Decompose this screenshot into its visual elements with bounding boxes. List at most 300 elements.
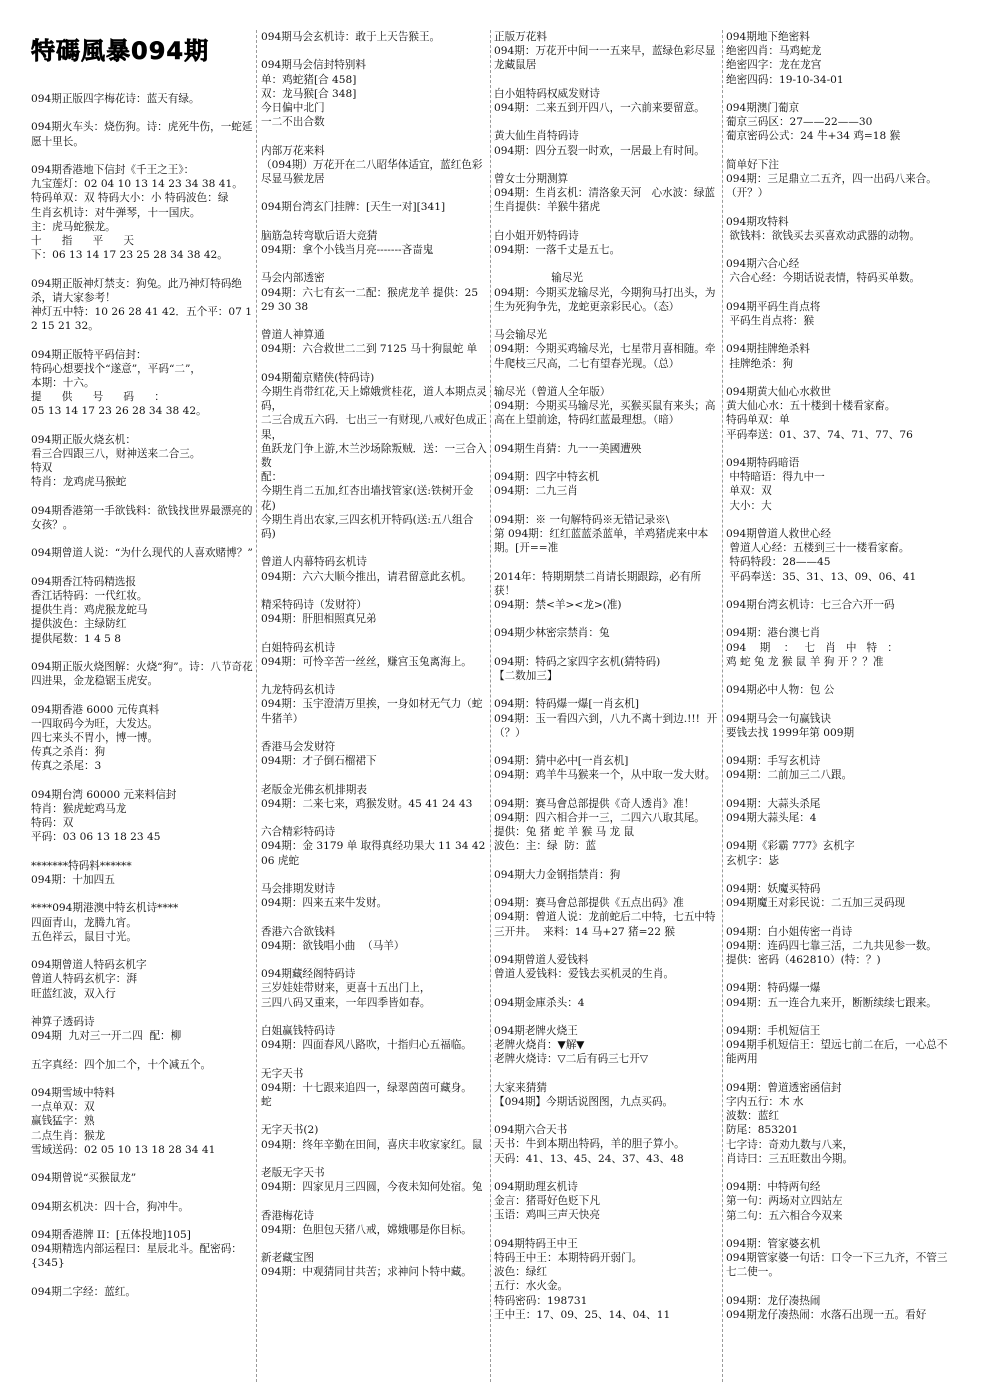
article-line: 三岁娃娃带财来，更喜十五出门上，	[261, 982, 431, 995]
article-line: 094期：金 3179 单 取得真经功果大 11 34 42 06 虎蛇	[261, 840, 489, 867]
article-line: 一四取码今为旺，大发达。	[31, 717, 159, 730]
article-heading: 香港马会发财符	[261, 740, 336, 753]
article-block	[494, 697, 720, 740]
column-divider	[722, 30, 723, 1382]
article-line: 波色：绿红	[494, 1266, 547, 1279]
article-line: 094期：四家见月三四圆，今夜未知何处宿。兔	[261, 1181, 483, 1194]
article-line: 平码奉送：01、37、74、71、77、76	[726, 428, 913, 441]
article-line: 单：鸡蛇猪[合 458]	[261, 73, 357, 86]
article-line: 094期：二九三肖	[494, 485, 578, 498]
article-line: 二三合成五六码．七出三一有财现,八戒好色成正果，	[261, 414, 487, 441]
article-line: 094期：肝胆相照真兄弟	[261, 613, 377, 626]
article-heading: 094期马会玄机诗：敢于上天告猴王。	[261, 31, 441, 43]
article-heading: 094期平码生肖点将	[726, 300, 821, 313]
column-3	[494, 30, 726, 1382]
article-heading: 老版金光佛玄机排期表	[261, 783, 367, 796]
article-line: 赢钱猛字：熟	[31, 1115, 95, 1128]
article-heading: 094期火车头：烧伤狗。诗：虎死牛伤，一蛇延愿十里长。	[31, 121, 253, 148]
article-block	[726, 215, 953, 243]
article-line: 传真之杀肖：狗	[31, 746, 106, 759]
article-block	[726, 754, 953, 782]
article-heading: 输尽光（曾道人全年版）	[494, 385, 611, 398]
article-block	[261, 1251, 488, 1279]
article-line: 七字诗：奇劝九数与八来，	[726, 1138, 854, 1151]
article-line: 094期：禁<羊><龙>(准)	[494, 598, 622, 611]
article-block	[31, 504, 253, 532]
article-line: 094期：今期买马输尽光，买猴买鼠有来头；高高在上望前途，特码红蓝最理想。（暗）	[494, 400, 716, 427]
article-block	[261, 740, 488, 768]
article-line: 配：	[261, 471, 283, 484]
article-line: 094期：四分五裂一时欢，一居最上有时间。	[494, 144, 705, 157]
article-block	[261, 598, 488, 626]
article-block	[31, 575, 253, 646]
article-line: 葡京三码区：27——22——30	[726, 116, 873, 129]
article-line: 094期：二来五到开四八，一六前来要留意。	[494, 102, 705, 114]
article-heading: *******特码料******	[31, 859, 132, 872]
article-line: 第 094期：红红蓝蓝杀蓝单，羊鸡猪虎来中本期。[开==准	[494, 527, 709, 555]
article-line: 094期：中观猜同甘共苦；求神问卜特中藏。	[261, 1266, 472, 1279]
article-heading: 094期：手写玄机诗	[726, 755, 821, 768]
article-heading: 白小姐特码权威发财诗	[494, 87, 600, 100]
article-line: 波色：主：绿 防：蓝	[494, 840, 597, 853]
article-line: 玄机字：毖	[726, 854, 779, 867]
article-heading: 094期曾道人说：“为什么现代的人喜欢赌博？”	[31, 547, 253, 560]
article-heading: 094期：曾道透密函信封	[726, 1081, 842, 1094]
article-heading: 大家来猜猜	[494, 1081, 547, 1094]
column-2	[261, 30, 488, 1382]
article-line: 提供：密码（462810）(特：？)	[726, 953, 881, 966]
article-line: 本期：十六。	[31, 377, 95, 389]
article-line: 特码：双	[31, 817, 74, 830]
article-block	[726, 1081, 953, 1166]
article-heading: 094期挂牌绝杀料	[726, 343, 810, 356]
article-heading: 094期雪域中特料	[31, 1086, 115, 1099]
article-line: 094期手机短信王：望远七前二在后，一心总不能两用	[726, 1039, 948, 1066]
article-heading: 曾道人内幕特码玄机诗	[261, 556, 367, 569]
article-heading: 六合精彩特码诗	[261, 826, 336, 839]
article-block	[261, 1209, 488, 1237]
article-line: 五色祥云，鼠目寸光。	[31, 930, 137, 943]
article-line: 特码王中王：本期特码开弱门。	[494, 1252, 643, 1265]
article-line: 曾道人心经：五楼到三十一楼看家畜。	[726, 542, 910, 555]
article-heading: 马会输尽光	[494, 329, 547, 342]
article-block	[726, 839, 953, 867]
article-heading: 094期曾说“买猴鼠龙”	[31, 1172, 137, 1185]
article-heading: 五字真经：四个加二个，十个减五个。	[31, 1058, 212, 1071]
article-line: 平码：03 06 13 18 23 45	[31, 831, 161, 844]
article-heading: 094期：中特两句经	[726, 1181, 821, 1194]
article-block	[31, 546, 253, 560]
article-heading: 094期曾道人爱钱料	[494, 953, 589, 966]
article-block	[726, 342, 953, 370]
article-line: 094期：五一连合九来开，断断续续七跟来。	[726, 996, 937, 1009]
article-heading: 094期老牌火烧王	[494, 1024, 578, 1037]
article-heading: ****094期港澳中特玄机诗****	[31, 902, 179, 915]
article-line: 曾道人特码玄机字：湃	[31, 973, 137, 986]
column-4	[726, 30, 953, 1382]
article-line: 今期生肖带红花,天上嫦娥赏桂花，道人本期点灵码，	[261, 385, 487, 413]
article-heading: 094期：港台澳七肖	[726, 627, 821, 640]
article-heading: 094期攻特料	[726, 215, 789, 228]
article-heading: 无字天书(2)	[261, 1124, 319, 1137]
article-line: 094期龙仔凑热闹：水落石出现一五。看好	[726, 1308, 927, 1321]
article-line: 雪域送码：02 05 10 13 18 28 34 41	[31, 1143, 216, 1156]
article-heading: 094期曾道人救世心经	[726, 527, 831, 540]
article-heading: 094期：※ 一句解特码※无错记录※\	[494, 513, 670, 526]
article-heading: 白姐特码玄机诗	[261, 641, 336, 654]
article-block	[726, 1237, 953, 1280]
article-line: 老牌火烧诗：▽二后有码三七开▽	[494, 1053, 649, 1066]
article-block	[31, 1228, 253, 1271]
article-heading: 094期：白小姐传密一肖诗	[726, 925, 853, 938]
article-heading: 094期地下绝密料	[726, 31, 810, 43]
article-line: 094期：四面春风八路吹，十指归心五福临。	[261, 1039, 472, 1052]
article-block	[494, 229, 720, 257]
article-heading: 094期金庫杀头：4	[494, 996, 585, 1009]
article-line: 平码生肖点将：猴	[726, 314, 815, 327]
article-line: 05 13 14 17 23 26 28 34 38 42。	[31, 405, 207, 418]
article-heading: 内部万花来料	[261, 144, 325, 157]
article-heading: 094期：特码之家四字玄机(猜特码)	[494, 655, 661, 668]
article-heading: 曾女士分期测算	[494, 172, 569, 185]
article-line: 二点生肖：猴龙	[31, 1129, 106, 1142]
article-heading: 094期正版火烧玄机：	[31, 433, 136, 446]
article-block	[261, 271, 488, 314]
article-heading: 无字天书	[261, 1067, 304, 1080]
article-line: 生肖玄机诗：对牛弹琴，十一国庆。	[31, 206, 201, 219]
article-line: 一二不出合数	[261, 116, 325, 129]
article-block	[261, 144, 488, 187]
article-heading: 094期：赛马會总部提供《五点出码》准	[494, 897, 684, 910]
article-line: 黄大仙心水：五十楼到十楼看家畜。	[726, 400, 896, 413]
article-block	[261, 1166, 488, 1194]
article-heading: 094期台湾玄机诗：七三合六开一码	[726, 598, 895, 611]
article-block	[261, 229, 488, 257]
article-block	[494, 626, 720, 640]
article-block	[494, 1237, 720, 1322]
article-block	[261, 925, 488, 953]
article-block	[726, 626, 953, 669]
article-heading: 094期：手机短信王	[726, 1024, 821, 1037]
article-heading: 094期正版神灯禁支：狗兔。此乃神灯特码绝杀，请大家参考！	[31, 277, 242, 304]
article-heading: 094期少林密宗禁肖：兔	[494, 627, 610, 640]
article-block	[726, 257, 953, 285]
article-heading: 094期香港牌 II：[五体投地]105]	[31, 1228, 191, 1241]
article-line: 提供：兔 猪 蛇 羊 猴 马 龙 鼠	[494, 826, 635, 839]
article-block	[31, 348, 253, 419]
article-block	[494, 1123, 720, 1166]
article-line: 094期：一落千丈是五七。	[494, 243, 621, 256]
article-line: 提供尾数：1 4 5 8	[31, 632, 122, 645]
article-line: 094期大蒜头尾：4	[726, 811, 817, 824]
article-heading: 094期二字经：蓝红。	[31, 1285, 136, 1298]
article-line: 十 指 平 天	[31, 235, 134, 247]
article-line: 094期：欲钱唱小曲 （马羊）	[261, 939, 405, 952]
article-line: 094期：今期买鸡输尽光，七星带月喜相随。牵牛爬枝三尺高，二七有望春光现。（总）	[494, 343, 716, 370]
article-block	[261, 683, 488, 726]
article-line: 王中王：17、09、25、14、04、11	[494, 1308, 671, 1321]
article-line: 特码密码：198731	[494, 1294, 588, 1307]
article-block	[726, 797, 953, 825]
article-block	[726, 683, 953, 697]
article-heading: 老版无字天书	[261, 1166, 325, 1179]
article-block	[726, 30, 953, 87]
article-block	[494, 1081, 720, 1109]
article-block	[31, 1015, 253, 1043]
article-line: 香江话特码：一代红妆。	[31, 589, 148, 602]
article-line: 绝密四肖：马鸡蛇龙	[726, 45, 822, 58]
article-line: 葡京密码公式：24 牛+34 鸡=18 猴	[726, 130, 901, 143]
article-heading: 094期《彩霸 777》玄机字	[726, 840, 855, 853]
article-line: 第一句：两场对立四站左	[726, 1195, 843, 1208]
article-heading: 094期：四字中特玄机	[494, 471, 599, 484]
article-line: 防尾：853201	[726, 1124, 799, 1137]
article-line: 大小：大	[726, 499, 772, 512]
article-block	[726, 981, 953, 1009]
article-line: 094期管家婆一句话：口令一下三九齐，不管三七二使一。	[726, 1252, 948, 1279]
article-block	[261, 783, 488, 811]
article-line: 094期：玉宇澄清万里挨，一身如材无气力（蛇牛猪羊）	[261, 698, 483, 725]
article-line: 天书：牛到本期出特码，羊的胆子算小。	[494, 1138, 685, 1151]
article-line: 094期：万花开中间一一五来早，蓝绿色彩尽显龙藏鼠居	[494, 45, 716, 72]
article-line: 绝密四字：龙在龙宫	[726, 59, 822, 72]
article-line: 今期生肖出农家,三四玄机开特码(送:五八组合码)	[261, 513, 474, 540]
article-heading: 094期特码王中王	[494, 1237, 578, 1250]
article-heading: 094期六合天书	[494, 1124, 568, 1137]
article-line: 五行：水火金。	[494, 1280, 569, 1293]
article-block	[726, 925, 953, 968]
article-block	[494, 953, 720, 981]
article-line: 鸡 蛇 兔 龙 猴 鼠 羊 狗 开 ？？准	[726, 655, 884, 668]
article-heading: 094期台湾玄门挂牌：[天生一对][341]	[261, 201, 446, 214]
article-heading: 094期玄机决：四十合，狗冲牛。	[31, 1200, 189, 1213]
article-line: 【094期】今期话说图图，九点买码。	[494, 1095, 674, 1108]
article-heading: 094期：大蒜头杀尾	[726, 797, 821, 810]
article-line: 094期：四六相合并一三，二四六八取其尾。	[494, 811, 705, 824]
article-block	[31, 901, 253, 944]
article-heading: 094期六合心经	[726, 258, 800, 271]
article-heading: 094期藏经阁特码诗	[261, 968, 356, 981]
article-line: 094期：十加四五	[31, 873, 115, 886]
article-block	[726, 1180, 953, 1223]
article-heading: 094期生肖猜：九一一美國遭殃	[494, 442, 642, 455]
article-block	[261, 555, 488, 583]
article-block	[31, 120, 253, 148]
article-block	[261, 200, 488, 214]
article-heading: 094期：特码爆一爆[一肖玄机]	[494, 698, 640, 711]
article-line: 094期：生肖玄机：清洛象天河 心水波：绿蓝 生肖提供：羊猴牛猪虎	[494, 187, 726, 214]
article-line: 094 期 ： 七 肖 中 特 ：	[726, 641, 898, 654]
article-line: 特肖：龙鸡虎马猴蛇	[31, 476, 127, 489]
article-heading: 白姐赢钱特码诗	[261, 1024, 336, 1037]
article-heading: 马会排期发财诗	[261, 882, 336, 895]
article-line: 九宝莲灯：02 04 10 13 14 23 34 38 41。	[31, 178, 243, 191]
article-heading: 输尽光	[494, 272, 584, 285]
article-block	[726, 598, 953, 612]
article-block	[726, 712, 953, 740]
article-line: 鱼跃龙门争上游,木兰沙场除叛贼．送：一三合入数	[261, 442, 487, 469]
article-line: 三四八码又重来，一年四季皆如春。	[261, 996, 431, 1009]
article-line: 单双：双	[726, 485, 772, 498]
article-heading: 094期：管家婆玄机	[726, 1237, 821, 1250]
article-line: 今期生肖二五加,红杏出墙找管家(送:铁树开金花)	[261, 485, 474, 512]
article-heading: 094期：龙仔凑热闹	[726, 1294, 821, 1307]
article-line: 094期：六六大顺今推出，请君留意此玄机。	[261, 570, 472, 583]
article-heading: 094期澳门葡京	[726, 102, 800, 114]
article-block	[494, 129, 720, 157]
article-block	[261, 967, 488, 1010]
article-line: 特码心想要找个“遂意”，平码“二”，	[31, 362, 201, 375]
article-line: 特双	[31, 462, 53, 475]
article-line: 特码单双：双 特码大小：小 特码波色：绿	[31, 192, 229, 205]
article-line: 看三合四跟三八，财神送来二合三。	[31, 448, 201, 460]
article-block	[261, 641, 488, 669]
article-block	[494, 271, 720, 314]
article-block	[31, 1200, 253, 1214]
article-block	[261, 58, 488, 129]
article-heading: 094期马会信封特别料	[261, 59, 366, 72]
article-line: 绝密四码：19-10-34-01	[726, 73, 844, 86]
article-line: 玉语：鸡叫三声天快亮	[494, 1209, 600, 1222]
article-line: 094期：六七有玄一二配：猴虎龙羊 提供：25 29 30 38	[261, 286, 482, 313]
article-block	[494, 87, 720, 115]
article-block	[31, 277, 253, 334]
article-heading: 094期大力金钢指禁肖：狗	[494, 868, 621, 881]
article-block	[726, 456, 953, 513]
article-line: 094期：二前加三二八跟。	[726, 769, 853, 782]
article-block	[31, 92, 253, 106]
article-heading: 094期台湾 60000 元来料信封	[31, 788, 177, 801]
article-block	[261, 1024, 488, 1052]
article-line: 094期：四来五来牛发财。	[261, 897, 388, 910]
article-line: 特肖：猴虎蛇鸡马龙	[31, 802, 127, 815]
article-block	[261, 30, 488, 44]
article-block	[494, 996, 720, 1010]
article-block	[261, 371, 488, 541]
article-heading: 094期正版火烧图解：火烧“狗”。诗：八节奇花四进果，金龙稳锯玉虎安。	[31, 660, 253, 688]
article-block	[31, 433, 253, 490]
article-line: 094期 九对三一开二四 配：柳	[31, 1030, 182, 1043]
article-line: 下：06 13 14 17 23 25 28 34 38 42。	[31, 249, 228, 262]
article-heading: 香港六合欲钱料	[261, 925, 336, 938]
article-heading: 黄大仙生肖特码诗	[494, 130, 579, 143]
article-block	[31, 1285, 253, 1299]
article-line: 传真之杀尾：3	[31, 760, 102, 773]
article-line: 金言：猪哥好色贬下凡	[494, 1195, 600, 1208]
article-heading: 094期特码暗语	[726, 456, 800, 469]
article-line: 094期：才子倒石榴裙下	[261, 755, 377, 768]
article-block	[31, 1086, 253, 1157]
article-line: 双：龙马猴[合 348]	[261, 87, 357, 100]
article-heading: 094期必中人物：包 公	[726, 684, 835, 697]
article-block	[494, 1180, 720, 1223]
article-block	[31, 163, 253, 262]
article-block	[726, 158, 953, 201]
article-block	[494, 470, 720, 498]
article-heading: 094期曾道人特码玄机字	[31, 959, 147, 972]
article-block	[494, 570, 720, 613]
article-line: 神灯五中特：10 26 28 41 42．五个平：07 12 15 21 32。	[31, 306, 252, 333]
article-line: 欲钱料：欲钱买去买喜欢动武器的动物。	[726, 229, 921, 242]
article-line: 平码奉送：35、31、13、09、06、41	[726, 570, 917, 583]
article-heading: 094期葡京赌侠(特码诗)	[261, 371, 375, 384]
article-heading: 马会内部透密	[261, 272, 325, 285]
article-block	[261, 1123, 488, 1151]
article-heading: 2014年：特期期禁二肖请长期跟踪，必有所获！	[494, 570, 702, 597]
page-title: 特碼風暴094期	[31, 37, 210, 65]
article-block	[726, 882, 953, 910]
article-heading: 094期：特码爆一爆	[726, 982, 821, 995]
article-line: 要钱去找 1999年第 009期	[726, 726, 855, 739]
article-block	[31, 958, 253, 1001]
column-divider	[256, 30, 257, 1382]
article-line: 挂牌绝杀：狗	[726, 357, 793, 370]
article-heading: 094期助理玄机诗	[494, 1181, 578, 1194]
article-line: 天码：41、13、45、24、37、43、48	[494, 1152, 684, 1165]
article-line: 提 供 号 码 ：	[31, 391, 165, 404]
article-line: 四面青山，龙腾九宵。	[31, 916, 137, 929]
article-line: 特码单双：单	[726, 414, 790, 427]
article-block	[726, 101, 953, 144]
article-line: 今日偏中北门	[261, 102, 325, 114]
article-block	[494, 896, 720, 939]
article-block	[31, 788, 253, 845]
article-block	[494, 442, 720, 456]
article-heading: 094期正版四字梅花诗：蓝天有绿。	[31, 93, 200, 105]
article-line: 波数：蓝红	[726, 1110, 779, 1123]
article-heading: 094期：赛马會总部提供《奇人透肖》准！	[494, 797, 695, 810]
article-line: 094期：鸡羊牛马猴来一个，从中取一发大财。	[494, 769, 716, 782]
article-block	[261, 882, 488, 910]
article-line: 094期：拿个小钱当月亮-------吝啬鬼	[261, 243, 434, 256]
article-block	[261, 328, 488, 356]
article-heading: 094期香港地下信封《千王之王》：	[31, 163, 195, 176]
article-block	[494, 385, 720, 428]
article-heading: 094期马会一句赢钱诀	[726, 712, 831, 725]
article-block	[494, 1024, 720, 1067]
article-block	[494, 655, 720, 683]
article-heading: 094期黄大仙心水救世	[726, 385, 831, 398]
article-line: 六合心经：今期话说表情，特码买单数。	[726, 272, 921, 285]
article-line: 094期：今期买龙输尽光，今期狗马打出头，为生为死狗争先，龙蛇更亲彩民心。（态）	[494, 286, 716, 313]
article-block	[261, 1067, 488, 1110]
article-heading: 094期香港第一手欲钱料：欲钱找世界最漂亮的女孩？。	[31, 504, 253, 531]
article-block	[31, 859, 253, 887]
article-line: 提供波色：主绿防红	[31, 618, 127, 631]
article-line: 特码特段：28——45	[726, 556, 831, 569]
article-line: 094期：终年辛勤在田间，喜庆丰收家家红。鼠	[261, 1138, 483, 1151]
article-block	[31, 703, 253, 774]
article-heading: 新老藏宝图	[261, 1252, 314, 1265]
article-heading: 094期香港 6000 元传真料	[31, 703, 160, 716]
article-line: 主：虎马蛇猴龙。	[31, 220, 116, 233]
article-block	[261, 825, 488, 868]
article-block	[726, 1294, 953, 1322]
article-line: 094期魔王对彩民说：二五加三灵码现	[726, 897, 906, 910]
article-heading: 精采特码诗（发财符）	[261, 598, 367, 611]
article-block	[494, 328, 720, 371]
article-block	[726, 385, 953, 442]
article-block	[494, 30, 720, 73]
column-divider	[490, 30, 491, 1382]
article-block	[494, 868, 720, 882]
article-line: 旺蓝红波，双入行	[31, 987, 116, 1000]
article-line: 中特暗语：得九中一	[726, 471, 825, 484]
article-line: 曾道人爱钱料：爱钱去买机灵的生肖。	[494, 968, 675, 981]
article-heading: 白小姐开奶特码诗	[494, 229, 579, 242]
article-block	[726, 1024, 953, 1067]
article-heading: 094期：妖魔买特码	[726, 882, 821, 895]
